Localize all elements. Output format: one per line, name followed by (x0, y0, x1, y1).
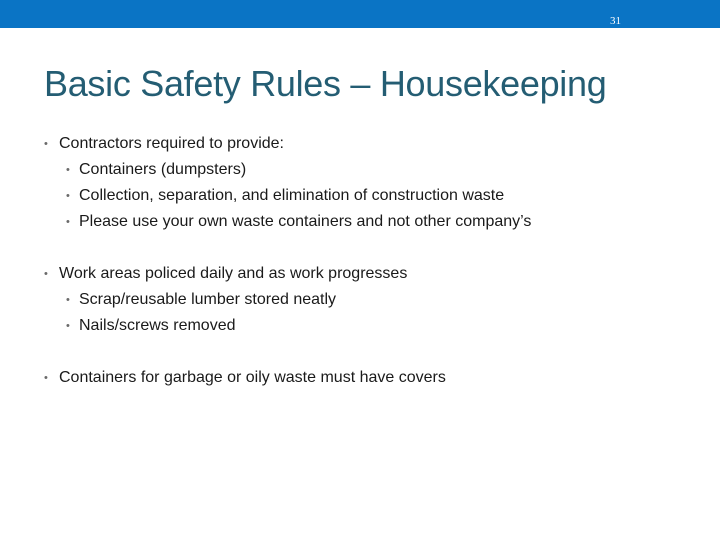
bullet-text: Work areas policed daily and as work progresses (59, 265, 408, 282)
sub-bullet-text: Collection, separation, and elimination of construction waste (79, 187, 505, 204)
sub-bullet-item (44, 159, 694, 185)
bullet-dot-icon: • (66, 320, 70, 332)
sub-bullet-text: Please use your own waste containers and not other company’s (79, 213, 532, 230)
bullet-dot-icon: • (66, 190, 70, 202)
bullet-dot-icon: • (66, 216, 70, 228)
bullet-group (44, 263, 694, 341)
slide-number: 31 (610, 15, 621, 27)
sub-bullet-text: Nails/screws removed (79, 317, 236, 334)
bullet-text: Contractors required to provide: (59, 135, 284, 152)
slide-title: Basic Safety Rules – Housekeeping (44, 63, 607, 104)
top-banner (0, 0, 720, 28)
bullet-dot-icon: • (44, 268, 48, 280)
bullet-group (44, 367, 694, 393)
sub-bullet-text: Containers (dumpsters) (79, 161, 247, 178)
bullet-item (44, 263, 694, 289)
bullet-list (44, 133, 694, 419)
bullet-dot-icon: • (44, 372, 48, 384)
bullet-item (44, 367, 694, 393)
sub-bullet-item (44, 289, 694, 315)
sub-bullet-item (44, 211, 694, 237)
bullet-group (44, 133, 694, 237)
sub-bullet-item (44, 185, 694, 211)
bullet-text: Containers for garbage or oily waste must have covers (59, 369, 446, 386)
sub-bullet-text: Scrap/reusable lumber stored neatly (79, 291, 337, 308)
bullet-item (44, 133, 694, 159)
sub-bullet-item (44, 315, 694, 341)
bullet-dot-icon: • (66, 294, 70, 306)
bullet-dot-icon: • (66, 164, 70, 176)
bullet-dot-icon: • (44, 138, 48, 150)
